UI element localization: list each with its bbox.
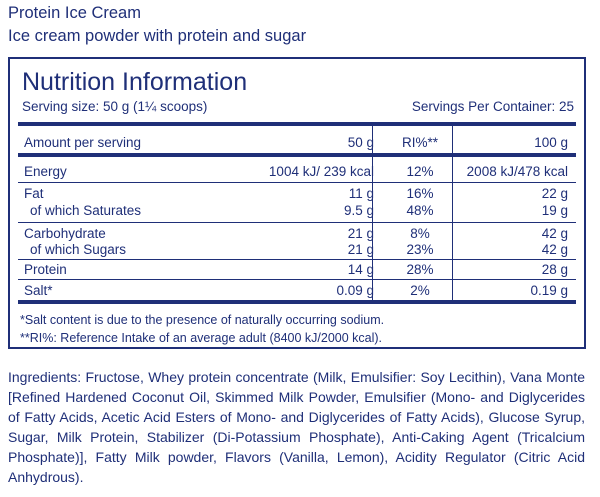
row-ri: 12% — [406, 164, 434, 179]
rule-top — [18, 122, 576, 126]
rule-header-bottom — [18, 153, 576, 157]
row-ri: 28% — [406, 262, 434, 277]
row-ri: 2% — [410, 283, 430, 298]
row-per-serving: 1004 kJ/ 239 kcal — [268, 164, 374, 179]
product-header — [8, 2, 306, 48]
row-label-sub: of which Sugars — [30, 242, 127, 257]
row-label: Salt* — [24, 283, 53, 298]
row-per-serving: 21 g — [347, 242, 374, 257]
panel-title: Nutrition Information — [22, 68, 248, 96]
row-per-serving: 0.09 g — [336, 283, 374, 298]
row-label: Protein — [24, 262, 67, 277]
row-per-100: 0.19 g — [530, 283, 568, 298]
rule-fat-bottom — [18, 222, 576, 223]
footnote-ri: **RI%: Reference Intake of an average adult (8400 kJ/2000 kcal). — [20, 331, 383, 345]
row-ri: 8% — [410, 226, 430, 241]
row-per-100: 2008 kJ/478 kcal — [466, 164, 568, 179]
row-label: Fat — [24, 186, 44, 201]
col-header-ri: RI%** — [401, 135, 438, 150]
row-per-100: 28 g — [541, 262, 568, 277]
row-per-serving: 21 g — [347, 226, 374, 241]
row-label: Energy — [24, 164, 67, 179]
row-per-serving: 11 g — [348, 186, 374, 201]
rule-carb-bottom — [18, 259, 576, 260]
row-per-100: 42 g — [541, 226, 568, 241]
row-per-100: 19 g — [541, 203, 568, 218]
rule-bottom — [18, 300, 576, 304]
row-per-serving: 14 g — [347, 262, 374, 277]
row-per-100: 42 g — [541, 242, 568, 257]
col-header-per-serving: 50 g — [347, 135, 374, 150]
row-per-serving: 9.5 g — [343, 203, 374, 218]
footnote-salt: *Salt content is due to the presence of naturally occurring sodium. — [20, 313, 385, 327]
rule-protein-bottom — [18, 279, 576, 280]
serving-size: Serving size: 50 g (1¼ scoops) — [22, 99, 208, 114]
row-label: Carbohydrate — [24, 226, 106, 241]
product-description: Ice cream powder with protein and sugar — [8, 27, 307, 45]
product-name: Protein Ice Cream — [8, 4, 141, 22]
col-header-amount: Amount per serving — [24, 135, 142, 150]
row-per-100: 22 g — [541, 186, 568, 201]
row-ri: 48% — [406, 203, 434, 218]
servings-per-container: Servings Per Container: 25 — [411, 99, 574, 114]
row-label-sub: of which Saturates — [30, 203, 142, 218]
row-ri: 16% — [406, 186, 434, 201]
col-header-per-100: 100 g — [534, 135, 568, 150]
ingredients-text: Ingredients: Fructose, Whey protein concentrate (Milk, Emulsifier: Soy Lecithin), Vana Monte [Refined Hardened Coconut Oil, Skimmed Milk Powder, Emulsifier (Mono- and Diglycerides of Fatty Acids, Acetic Acid Esters of Mono- and Diglycerides of Fatty Acids), Glucose Syrup, Sugar, Milk Protein, Stabilizer (Di-Potassium Phosphate), Anti-Caking Agent (Tricalcium Phosphate)], Fatty Milk powder, Flavors (Vanilla, Lemon), Acidity Regulator (Citric Acid Anhydrous). — [8, 369, 585, 485]
rule-energy-bottom — [18, 182, 576, 183]
row-ri: 23% — [406, 242, 434, 257]
nutrition-panel — [8, 57, 586, 349]
